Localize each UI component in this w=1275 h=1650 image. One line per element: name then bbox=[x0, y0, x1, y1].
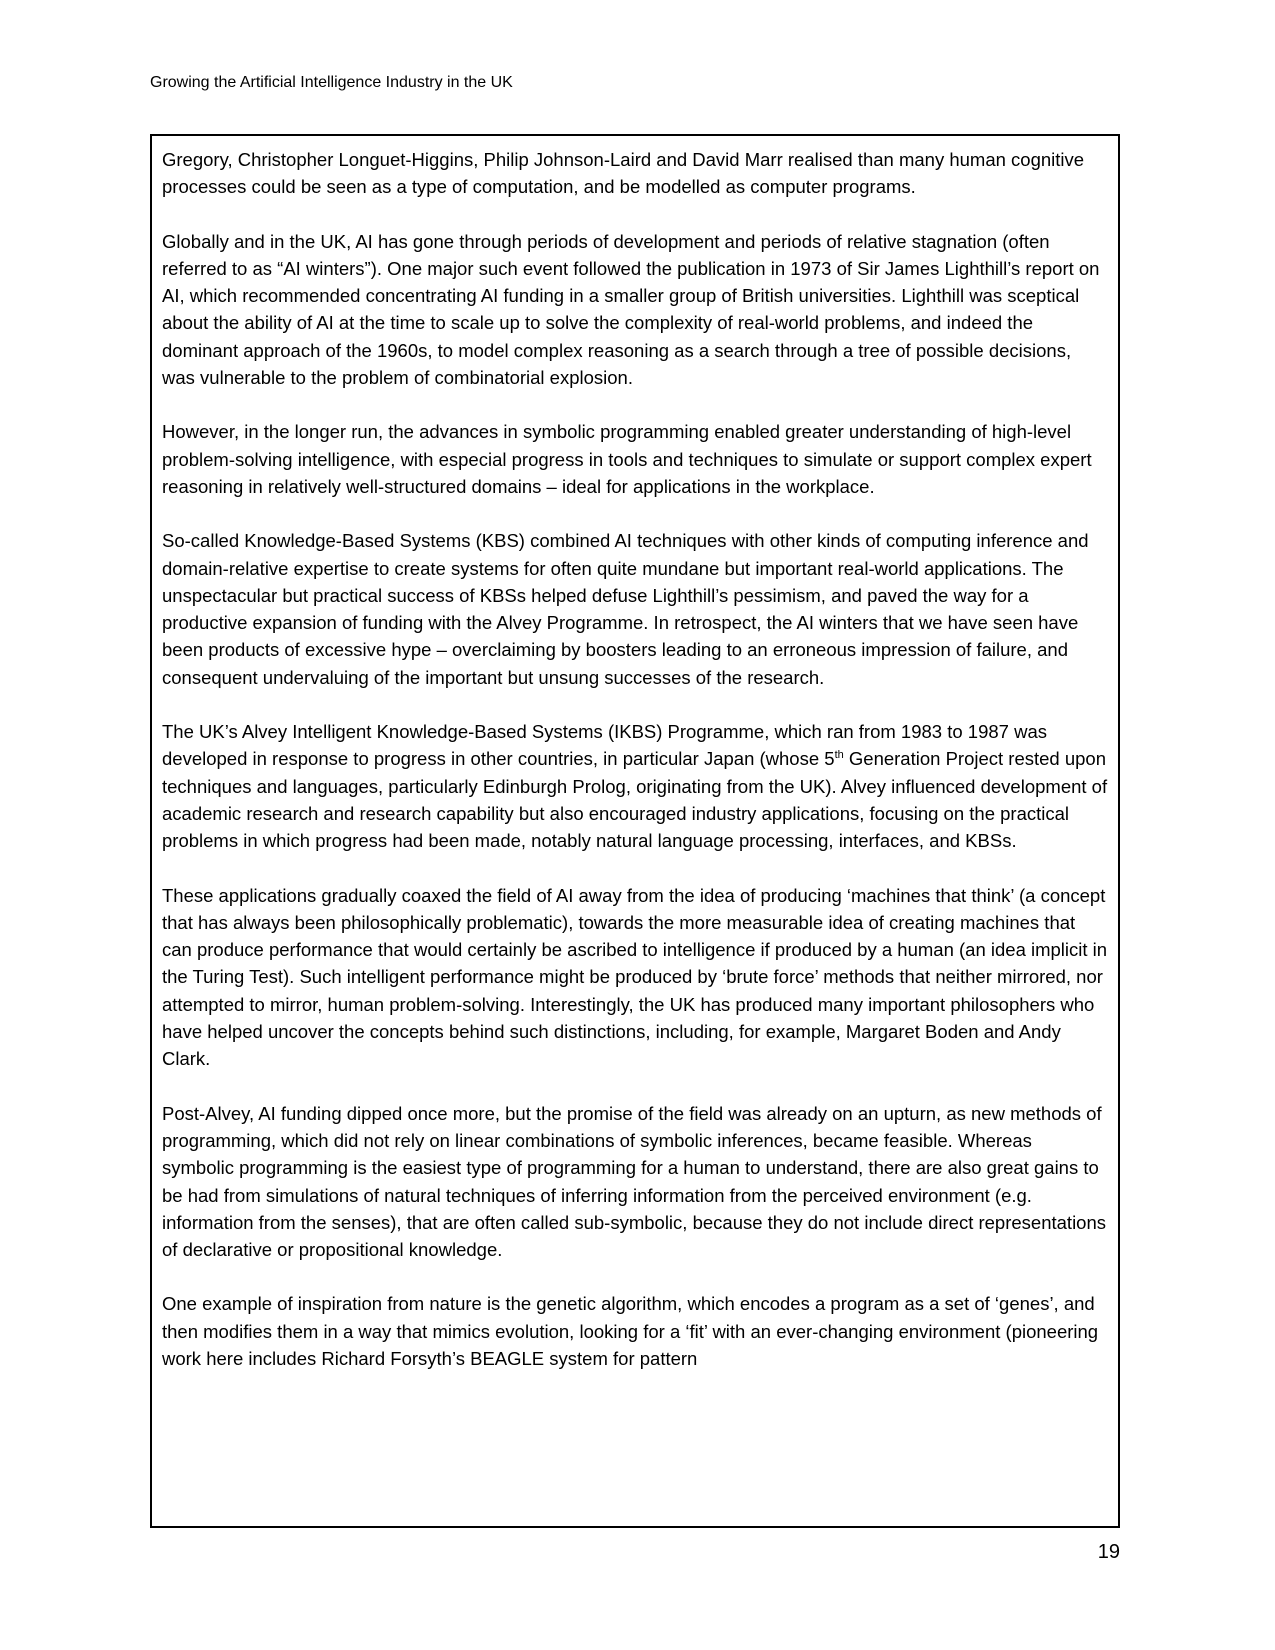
paragraph-symbolic-programming: However, in the longer run, the advances in symbolic programming enabled greater understanding of high-level problem-solving intelligence, with especial progress in tools and techniques to simulate or support complex expert reasoning in relatively well-structured domains – ideal for applications in the workplace. bbox=[162, 421, 1092, 497]
paragraph-cognitive-computation: Gregory, Christopher Longuet-Higgins, Philip Johnson-Laird and David Marr realised than many human cognitive processes could be seen as a type of computation, and be modelled as computer programs. bbox=[162, 149, 1085, 198]
ordinal-superscript: th bbox=[834, 749, 844, 762]
alvey-text-after: Generation Project rested upon techniques and languages, particularly Edinburgh Prolog, originating from the UK). Alvey influenced development of academic research and research capability but also encouraged industry applications, focusing on the practical problems in which progress had been made, notably natural language processing, interfaces, and KBSs. bbox=[162, 748, 1108, 852]
paragraph-alvey-programme bbox=[162, 718, 1108, 854]
page-number: 19 bbox=[1097, 1541, 1120, 1563]
alvey-text-before: The UK’s Alvey Intelligent Knowledge-Based Systems (IKBS) Programme, which ran from 1983 to 1987 was developed in response to progress in other countries, in particular Japan (whose 5 bbox=[162, 721, 1047, 770]
paragraph-knowledge-based-systems: So-called Knowledge-Based Systems (KBS) combined AI techniques with other kinds of computing inference and domain-relative expertise to create systems for often quite mundane but important real-world applications. The unspectacular but practical success of KBSs helped defuse Lighthill’s pessimism, and paved the way for a productive expansion of funding with the Alvey Programme. In retrospect, the AI winters that we have seen have been products of excessive hype – overclaiming by boosters leading to an erroneous impression of failure, and consequent undervaluing of the important but unsung successes of the research. bbox=[162, 530, 1089, 688]
running-header: Growing the Artificial Intelligence Industry in the UK bbox=[150, 74, 513, 91]
paragraph-machines-that-think: These applications gradually coaxed the field of AI away from the idea of producing ‘machines that think’ (a concept that has always been philosophically problematic), towards the more measurable idea of creating machines that can produce performance that would certainly be ascribed to intelligence if produced by a human (an idea implicit in the Turing Test). Such intelligent performance might be produced by ‘brute force’ methods that neither mirrored, nor attempted to mirror, human problem-solving. Interestingly, the UK has produced many important philosophers who have helped uncover the concepts behind such distinctions, including, for example, Margaret Boden and Andy Clark. bbox=[162, 884, 1108, 1070]
paragraph-genetic-algorithm: One example of inspiration from nature is the genetic algorithm, which encodes a program as a set of ‘genes’, and then modifies them in a way that mimics evolution, looking for a ‘fit’ with an ever-changing environment (pioneering work here includes Richard Forsyth’s BEAGLE system for pattern bbox=[162, 1293, 1099, 1369]
bordered-text-box bbox=[150, 134, 1120, 1528]
paragraph-post-alvey: Post-Alvey, AI funding dipped once more, but the promise of the field was already on an upturn, as new methods of programming, which did not rely on linear combinations of symbolic inferences, became feasible. Whereas symbolic programming is the easiest type of programming for a human to understand, there are also great gains to be had from simulations of natural techniques of inferring information from the perceived environment (e.g. information from the senses), that are often called sub-symbolic, because they do not include direct representations of declarative or propositional knowledge. bbox=[162, 1102, 1107, 1261]
paragraph-ai-winters: Globally and in the UK, AI has gone through periods of development and periods of relative stagnation (often referred to as “AI winters”). One major such event followed the publication in 1973 of Sir James Lighthill’s report on AI, which recommended concentrating AI funding in a smaller group of British universities. Lighthill was sceptical about the ability of AI at the time to scale up to solve the complexity of real-world problems, and indeed the dominant approach of the 1960s, to model complex reasoning as a search through a tree of possible decisions, was vulnerable to the problem of combinatorial explosion. bbox=[162, 230, 1100, 389]
